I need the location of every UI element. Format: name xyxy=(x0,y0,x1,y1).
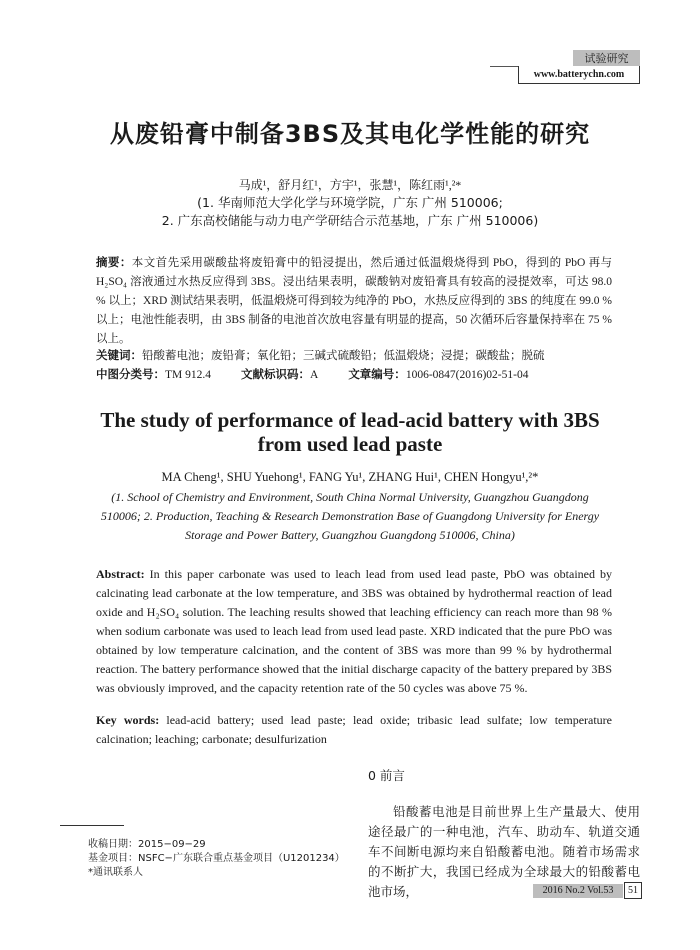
cn-keywords-label: 关键词： xyxy=(96,348,142,362)
footer-issue: 2016 No.2 Vol.53 xyxy=(533,884,623,898)
cn-affiliation-2: 2. 广东高校储能与动力电产学研结合示范基地，广东 广州 510006) xyxy=(161,213,539,228)
section-heading: 0 前言 xyxy=(368,768,405,783)
footnote xyxy=(88,838,345,880)
en-abstract xyxy=(96,565,612,698)
cn-abstract-label: 摘要： xyxy=(96,255,132,269)
doc-label: 文献标识码： xyxy=(241,367,310,381)
en-keywords-label: Key words: xyxy=(96,713,160,727)
cn-authors: 马成¹，舒月红¹，方宇¹，张慧¹，陈红雨¹,²* xyxy=(238,178,462,192)
footnote-fund: 基金项目：NSFC−广东联合重点基金项目（U1201234） xyxy=(88,853,345,864)
section-tag: 试验研究 xyxy=(573,50,640,67)
cn-keywords-text: 铅酸蓄电池；废铅膏；氧化铅；三碱式硫酸铅；低温煅烧；浸提；碳酸盐；脱硫 xyxy=(142,350,545,362)
intro-paragraph: 铅酸蓄电池是目前世界上生产量最大、使用途径最广的一种电池，汽车、助动车、轨道交通车不间断电源均来自铅酸蓄电池。随着市场需求的不断扩大，我国已经成为全球最大的铅酸蓄电池市场， xyxy=(368,804,640,899)
footnote-corresponding: *通讯联系人 xyxy=(88,867,143,878)
cn-classification xyxy=(96,365,636,385)
cn-title: 从废铅膏中制备3BS及其电化学性能的研究 xyxy=(109,120,591,148)
cn-abstract xyxy=(96,253,612,349)
en-authors: MA Cheng¹, SHU Yuehong¹, FANG Yu¹, ZHANG Hui¹, CHEN Hongyu¹,²* xyxy=(161,470,539,484)
page-number: 51 xyxy=(624,882,642,899)
en-keywords xyxy=(96,711,612,749)
cn-affiliation-1: (1. 华南师范大学化学与环境学院，广东 广州 510006; xyxy=(197,195,503,210)
cn-keywords xyxy=(96,346,612,366)
class-value: TM 912.4 xyxy=(165,369,211,381)
class-label: 中图分类号： xyxy=(96,367,165,381)
article-value: 1006-0847(2016)02-51-04 xyxy=(405,369,529,381)
en-abstract-label: Abstract: xyxy=(96,567,145,581)
en-keywords-text: lead-acid battery; used lead paste; lead oxide; tribasic lead sulfate; low temperature calcination; leaching; carbonate; desulfurization xyxy=(96,713,613,746)
footnote-received: 收稿日期：2015−09−29 xyxy=(88,839,206,850)
footnote-rule xyxy=(60,825,124,826)
article-label: 文章编号： xyxy=(348,367,406,381)
en-title: The study of performance of lead-acid battery with 3BS from used lead paste xyxy=(100,408,600,456)
en-affiliation: (1. School of Chemistry and Environment, South China Normal University, Guangzhou Guangdong 510006; 2. Production, Teaching & Research Demonstration Base of Guangdong University for Energy Storage and Power Battery, Guangzhou Guangdong 510006, China) xyxy=(100,490,600,542)
journal-url[interactable]: www.batterychn.com xyxy=(518,66,640,84)
en-abstract-text: In this paper carbonate was used to leach lead from used lead paste, PbO was obtained by calcinating lead carbonate at the low temperature, and 3BS was obtained by hydrothermal reaction of lead oxide and H₂SO₄ solution. The leaching results showed that leaching efficiency can reach more than 98 % when sodium carbonate was used to leach lead from used lead paste. XRD indicated that the pure PbO was obtained by low temperature calcination, and the content of 3BS was more than 99 % by hydrothermal reaction. The battery performance showed that the initial discharge capacity of the battery prepared by 3BS was obviously improved, and the capacity retention rate of the 50 cycles was above 75 %. xyxy=(96,567,612,695)
cn-abstract-text: 本文首先采用碳酸盐将废铅膏中的铅浸提出，然后通过低温煅烧得到 PbO，得到的 PbO 再与 H₂SO₄ 溶液通过水热反应得到 3BS。浸出结果表明，碳酸钠对废铅膏具有较高的浸提效率，可达 98.0 % 以上；XRD 测试结果表明，低温煅烧可得到较为纯净的 PbO，水热反应得到的 3BS 的纯度在 99.0 % 以上；电池性能表明，由 3BS 制备的电池首次放电容量有明显的提高，50 次循环后容量保持率在 75 % 以上。 xyxy=(96,257,613,345)
doc-value: A xyxy=(310,369,319,381)
